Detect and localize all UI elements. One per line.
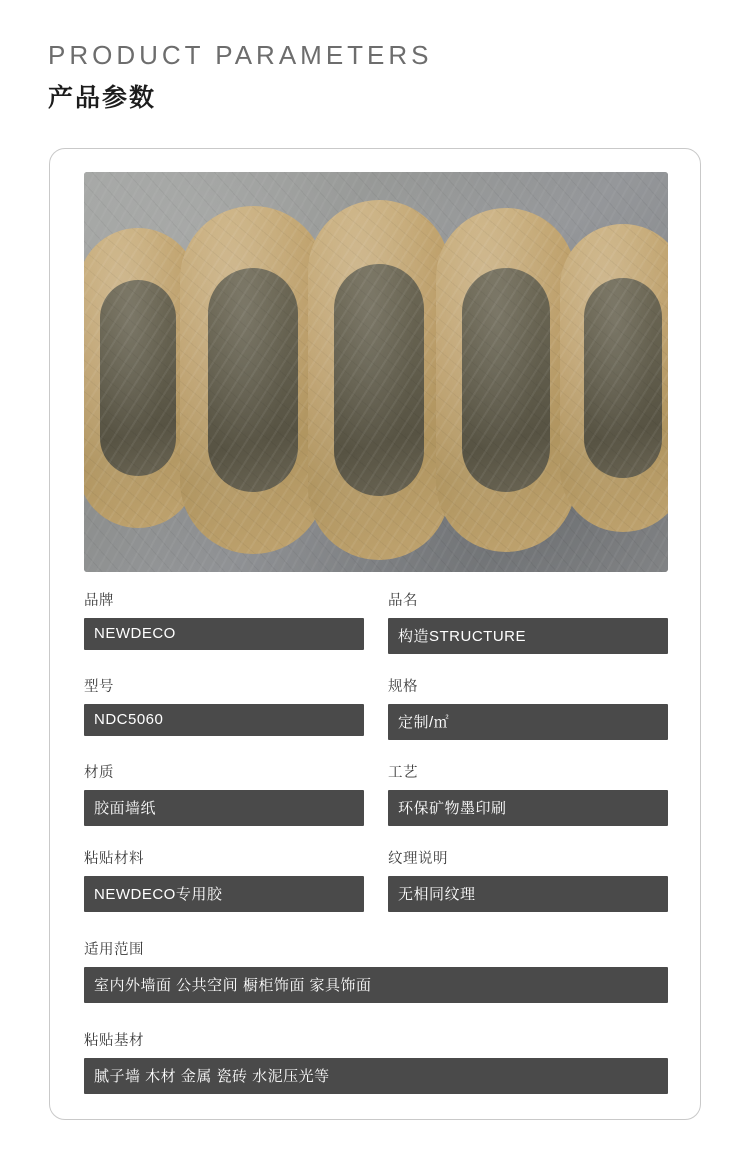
spec-row bbox=[84, 847, 668, 912]
spec-row bbox=[84, 938, 668, 1003]
spec-cell-substrate bbox=[84, 1029, 668, 1094]
capsule-shape bbox=[436, 208, 576, 552]
page-title-en: PRODUCT PARAMETERS bbox=[48, 40, 433, 70]
spec-label: 粘贴材料 bbox=[84, 851, 144, 867]
spec-value: NDC5060 bbox=[84, 704, 364, 736]
spec-cell-adhesive bbox=[84, 847, 364, 912]
spec-cell-product-name bbox=[388, 589, 668, 654]
spec-card bbox=[49, 148, 701, 1120]
capsule-shape bbox=[560, 224, 668, 532]
spec-value: NEWDECO bbox=[84, 618, 364, 650]
capsule-texture bbox=[308, 200, 450, 560]
page-header bbox=[0, 0, 750, 113]
spec-value: 腻子墙 木材 金属 瓷砖 水泥压光等 bbox=[84, 1058, 668, 1094]
capsule-texture bbox=[560, 224, 668, 532]
spec-row bbox=[84, 675, 668, 740]
page-title-cn: 产品参数 bbox=[48, 84, 157, 113]
spec-value: NEWDECO专用胶 bbox=[84, 876, 364, 912]
capsule-texture bbox=[436, 208, 576, 552]
spec-label: 规格 bbox=[388, 679, 418, 695]
spec-label: 纹理说明 bbox=[388, 851, 448, 867]
spec-cell-texture-note bbox=[388, 847, 668, 912]
spec-label: 粘贴基材 bbox=[84, 1033, 144, 1049]
capsule-shape bbox=[180, 206, 326, 554]
spec-value: 胶面墙纸 bbox=[84, 790, 364, 826]
capsule-texture bbox=[180, 206, 326, 554]
spec-label: 工艺 bbox=[388, 765, 418, 781]
capsule-pattern-group bbox=[84, 172, 668, 572]
spec-cell-brand bbox=[84, 589, 364, 654]
spec-value: 无相同纹理 bbox=[388, 876, 668, 912]
product-image bbox=[84, 172, 668, 572]
spec-row bbox=[84, 761, 668, 826]
spec-cell-model bbox=[84, 675, 364, 740]
spec-row bbox=[84, 589, 668, 654]
spec-cell-size bbox=[388, 675, 668, 740]
spec-label: 材质 bbox=[84, 765, 114, 781]
spec-value: 环保矿物墨印刷 bbox=[388, 790, 668, 826]
spec-value: 定制/㎡ bbox=[388, 704, 668, 740]
spec-label: 适用范围 bbox=[84, 942, 144, 958]
spec-label: 品名 bbox=[388, 593, 418, 609]
spec-table bbox=[84, 589, 668, 1115]
spec-cell-application bbox=[84, 938, 668, 1003]
spec-value: 构造STRUCTURE bbox=[388, 618, 668, 654]
spec-label: 品牌 bbox=[84, 593, 114, 609]
spec-value: 室内外墙面 公共空间 橱柜饰面 家具饰面 bbox=[84, 967, 668, 1003]
spec-cell-craft bbox=[388, 761, 668, 826]
capsule-shape bbox=[308, 200, 450, 560]
spec-row bbox=[84, 1029, 668, 1094]
spec-cell-material bbox=[84, 761, 364, 826]
spec-label: 型号 bbox=[84, 679, 114, 695]
